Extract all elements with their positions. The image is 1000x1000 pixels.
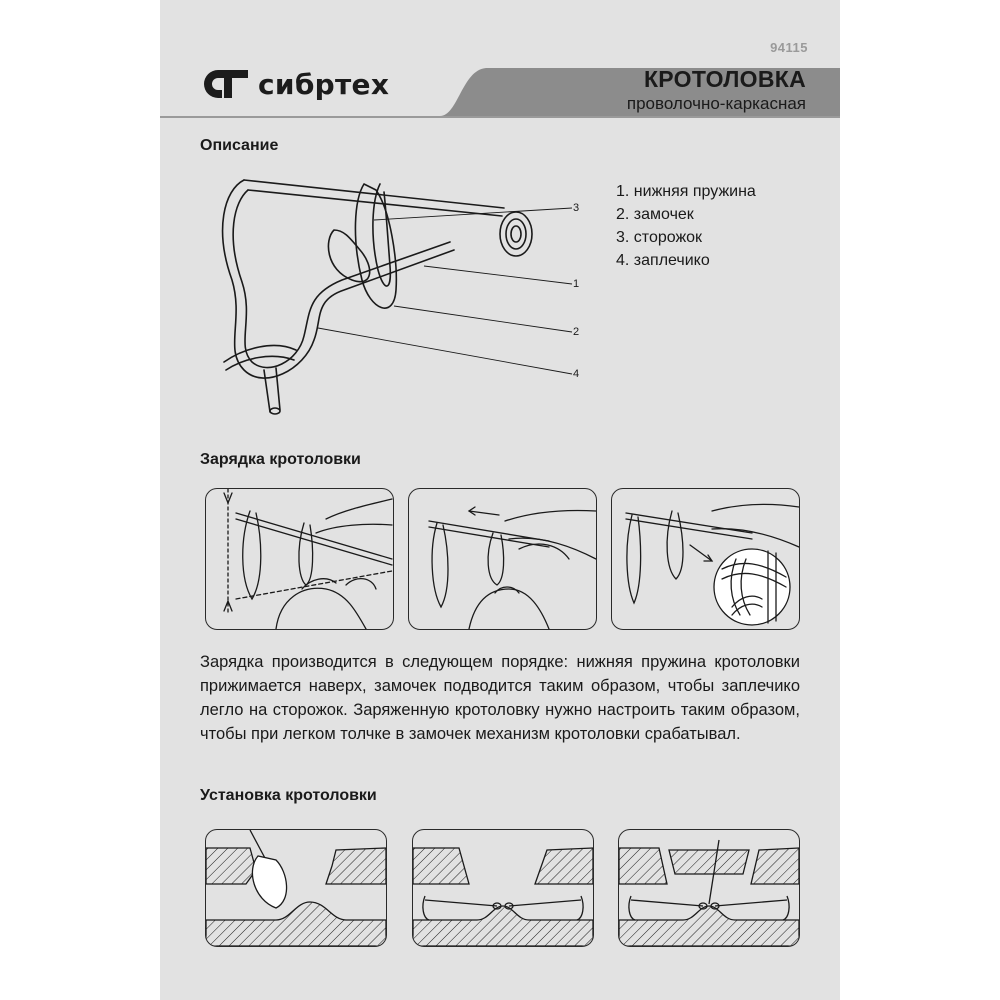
part-item-shoulder: 4. заплечико bbox=[616, 252, 710, 269]
product-subtitle: проволочно-каркасная bbox=[626, 94, 806, 113]
brand-name: сибртех bbox=[258, 67, 390, 101]
loading-heading: Зарядка кротоловки bbox=[200, 451, 361, 468]
callout-1: 1 bbox=[573, 278, 580, 290]
product-sku: 94115 bbox=[770, 40, 808, 55]
loading-step-3-panel bbox=[611, 488, 800, 630]
mole-trap-diagram bbox=[204, 170, 604, 420]
callout-2: 2 bbox=[573, 326, 580, 338]
product-title: КРОТОЛОВКА bbox=[643, 66, 806, 92]
installation-step-3-panel bbox=[618, 829, 800, 947]
loading-step-2-panel bbox=[408, 488, 597, 630]
brand-logo bbox=[200, 64, 389, 104]
installation-step-1-illustration bbox=[206, 830, 386, 946]
installation-heading: Установка кротоловки bbox=[200, 787, 377, 804]
loading-step-3-illustration bbox=[612, 489, 799, 629]
part-item-bottom-spring: 1. нижняя пружина bbox=[616, 183, 756, 200]
parts-list bbox=[616, 180, 756, 272]
header-divider bbox=[160, 116, 840, 118]
part-item-lock: 2. замочек bbox=[616, 206, 694, 223]
installation-step-3-illustration bbox=[619, 830, 799, 946]
brand-mark-icon bbox=[200, 67, 252, 101]
callout-3: 3 bbox=[573, 202, 580, 214]
description-heading: Описание bbox=[200, 137, 279, 154]
loading-step-1-panel bbox=[205, 488, 394, 630]
loading-instructions-text: Зарядка производится в следующем порядке: нижняя пружина кротоловки прижимается наверх, замочек подводится таким образом, чтобы заплечико легло на сторожок. Заряженную кротоловку нужно настроить таким образом, чтобы при легком толчке в замочек механизм кротоловки срабатывал. bbox=[200, 653, 800, 743]
part-item-trigger: 3. сторожок bbox=[616, 229, 703, 246]
installation-step-2-illustration bbox=[413, 830, 593, 946]
loading-step-2-illustration bbox=[409, 489, 596, 629]
installation-step-1-panel bbox=[205, 829, 387, 947]
instruction-sheet bbox=[160, 0, 840, 1000]
installation-step-2-panel bbox=[412, 829, 594, 947]
loading-step-1-illustration bbox=[206, 489, 393, 629]
callout-4: 4 bbox=[573, 368, 580, 380]
